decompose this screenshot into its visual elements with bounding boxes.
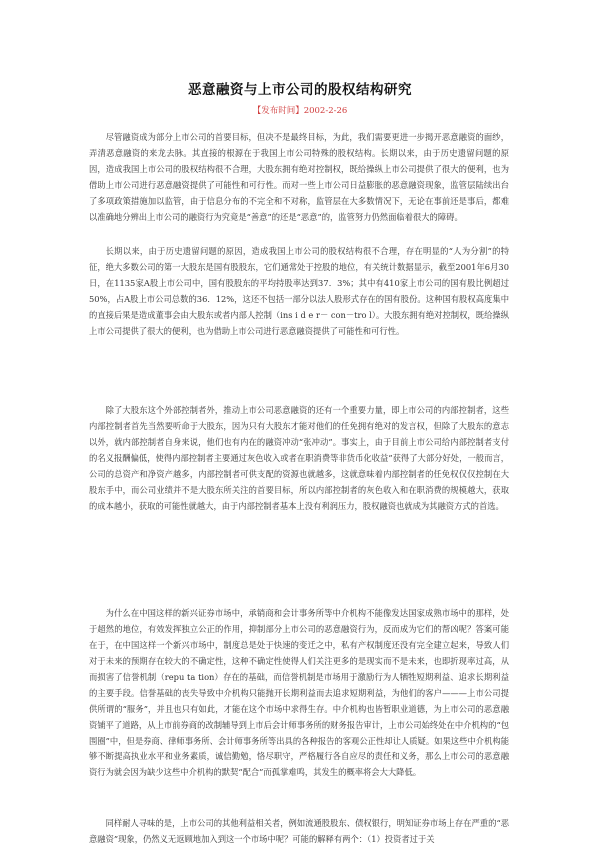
- publish-date: 【发布时间】2002-2-26: [252, 106, 348, 116]
- paragraph-2: 长期以来，由于历史遗留问题的原因，造成我国上市公司的股权结构很不合理，存在明显的“人为分割”的特征，绝大多数公司的第一大股东是国有股股东，它们通常处于控股的地位，有关统计数据显示，截至2001年6月30日，在1135家A股上市公司中，国有股股东的平均持股率达到37．3%；其中有410家上市公司的国有股比例超过50%，占A股上市公司总数的36．12%，这还不包括一部分以法人股形式存在的国有股份。这种国有股权高度集中的直接后果是造成董事会由大股东或者内部人控制（ins i d e r－ con－tro l）。大股东拥有绝对控制权，既给操纵上市公司提供了很大的便利，也为借助上市公司进行恶意融资提供了可能性和可行性。: [89, 246, 509, 336]
- article-title: 恶意融资与上市公司的股权结构研究: [188, 82, 412, 98]
- paragraph-5: 同样耐人寻味的是，上市公司的其他利益相关者，例如流通股股东、债权银行，明知证券市场上存在严重的“恶意融资”现象，仍然义无返顾地加入到这一个市场中呢？可能的解释有两个：（1）投资者过于关: [89, 818, 509, 845]
- paragraph-1: 尽管融资成为部分上市公司的首要目标，但决不是最终目标，为此，我们需要更进一步揭开恶意融资的面纱，弄清恶意融资的来龙去脉。其直接的根源在于我国上市公司特殊的股权结构。长期以来，由于历史遗留问题的原因，造成我国上市公司的股权结构很不合理，大股东拥有绝对控制权，既给操纵上市公司提供了很大的便利，也为借助上市公司进行恶意融资提供了可能性和可行性。而对一些上市公司日益膨胀的恶意融资现象，监管层陆续出台了多项政策措施加以监管，由于信息分布的不完全和不对称，监管层在大多数情况下，无论在事前还是事后，都难以准确地分辨出上市公司的融资行为究竟是“善意”的还是“恶意”的，监管努力仍然面临着很大的障碍。: [89, 132, 509, 222]
- paragraph-3: 除了大股东这个外部控制者外，推动上市公司恶意融资的还有一个重要力量，即上市公司的内部控制者，这些内部控制者首先当然要听命于大股东，因为只有大股东才能对他们的任免拥有绝对的发言权，但除了大股东的意志以外，就内部控制者自身来说，他们也有内在的融资冲动“张冲动”。事实上，由于目前上市公司给内部控制者支付的名义报酬偏低，使得内部控制者主要通过灰色收入或者在职消费等非货币化收益”获得了大部分好处，一般而言，公司的总资产和净资产越多，内部控制者可供支配的资源也就越多，这就意味着内部控制者的任免权仅仅控制在大股东手中，而公司业绩并不是大股东所关注的首要目标，所以内部控制者的灰色收入和在职消费的规模越大，获取的成本越小，获取的可能性就越大，由于内部控制者基本上没有利润压力，股权融资也就成为其融资方式的首选。: [89, 405, 509, 511]
- paragraph-4: 为什么在中国这样的新兴证券市场中，承销商和会计事务所等中介机构不能像发达国家成熟市场中的那样，处于超然的地位，有效发挥独立公正的作用，抑制部分上市公司的恶意融资行为，反而成为它们的帮凶呢？答案可能在于，在中国这样一个新兴市场中，制度总是处于快速的变迁之中，私有产权制度还没有完全建立起来，导致人们对于未来的预期存在较大的不确定性，这种不确定性使得人们关注更多的是现实而不是未来，也即折现率过高，从而损害了信誉机制（repu ta tion）存在的基础，而信誉机制是市场用于激励行为人牺牲短期利益、追求长期利益的主要手段。信誉基础的丧失导致中介机构只能抛开长期利益而去追求短期利益，为他们的客户———上市公司提供所谓的“服务”，并且也只有如此，才能在这个市场中求得生存。中介机构也皆暂职业道德，为上市公司的恶意融资铺平了道路，从上市前券商的改制辅导到上市后会计师事务所的财务报告审计，上市公司始终处在中介机构的“包围圈”中，但是券商、律师事务所、会计师事务所等出具的各种报告的客观公正性却让人质疑。如果这些中介机构能够不断提高执业水平和业务素质，诚信勤勉，恪尽职守，严格履行各自应尽的责任和义务，那么上市公司的恶意融资行为就会因为缺少这些中介机构的默契“配合”而孤掌难鸣，其发生的概率将会大大降低。: [89, 608, 509, 778]
